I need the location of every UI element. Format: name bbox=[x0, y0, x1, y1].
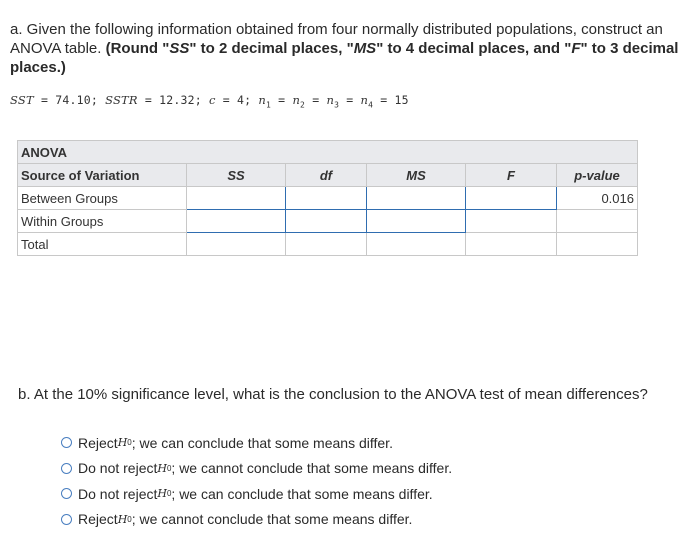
question-b: b. At the 10% significance level, what is the conclusion to the ANOVA test of mean differences? bbox=[18, 386, 648, 403]
empty-cell bbox=[557, 210, 638, 233]
anova-table bbox=[17, 140, 638, 256]
header-p-value: p-value bbox=[557, 164, 638, 187]
answer-option[interactable]: Do not reject H 0 ; we cannot conclude that some means differ. bbox=[61, 456, 452, 482]
empty-cell bbox=[187, 233, 286, 256]
table-row bbox=[18, 233, 638, 256]
question-a bbox=[10, 20, 690, 77]
ss-within-input[interactable] bbox=[187, 210, 286, 233]
header-ss: SS bbox=[187, 164, 286, 187]
p-value-cell: 0.016 bbox=[557, 187, 638, 210]
header-f: F bbox=[466, 164, 557, 187]
table-title: ANOVA bbox=[18, 141, 638, 164]
table-header-row bbox=[18, 164, 638, 187]
table-row bbox=[18, 210, 638, 233]
empty-cell bbox=[367, 233, 466, 256]
ms-within-input[interactable] bbox=[367, 210, 466, 233]
answer-option[interactable]: Reject H 0 ; we cannot conclude that some means differ. bbox=[61, 507, 452, 533]
ss-between-input[interactable] bbox=[187, 187, 286, 210]
table-row bbox=[18, 187, 638, 210]
empty-cell bbox=[466, 233, 557, 256]
given-values: SST = 74.10; SSTR = 12.32; c = 4; $n_1 = n_2 = n_3 = n_4 = 15$ bbox=[10, 93, 409, 110]
f-input[interactable] bbox=[466, 187, 557, 210]
empty-cell bbox=[286, 233, 367, 256]
empty-cell bbox=[557, 233, 638, 256]
radio-button-icon[interactable] bbox=[61, 437, 72, 448]
row-label-total: Total bbox=[18, 233, 187, 256]
df-within-input[interactable] bbox=[286, 210, 367, 233]
question-a-prefix: a. Given the following information obtained from four normally distributed populations, construct an ANOVA table. bbox=[10, 21, 663, 57]
row-label-between: Between Groups bbox=[18, 187, 187, 210]
answer-options bbox=[61, 430, 452, 532]
radio-button-icon[interactable] bbox=[61, 514, 72, 525]
answer-option[interactable]: Do not reject H 0 ; we can conclude that some means differ. bbox=[61, 481, 452, 507]
header-ms: MS bbox=[367, 164, 466, 187]
header-df: df bbox=[286, 164, 367, 187]
ms-between-input[interactable] bbox=[367, 187, 466, 210]
header-source: Source of Variation bbox=[18, 164, 187, 187]
rounding-instructions: (Round "SS" to 2 decimal places, "MS" to 4 decimal places, and "F" to 3 decimal places.) bbox=[10, 40, 679, 76]
radio-button-icon[interactable] bbox=[61, 488, 72, 499]
df-between-input[interactable] bbox=[286, 187, 367, 210]
empty-cell bbox=[466, 210, 557, 233]
answer-option[interactable]: Reject H 0 ; we can conclude that some means differ. bbox=[61, 430, 452, 456]
radio-button-icon[interactable] bbox=[61, 463, 72, 474]
row-label-within: Within Groups bbox=[18, 210, 187, 233]
